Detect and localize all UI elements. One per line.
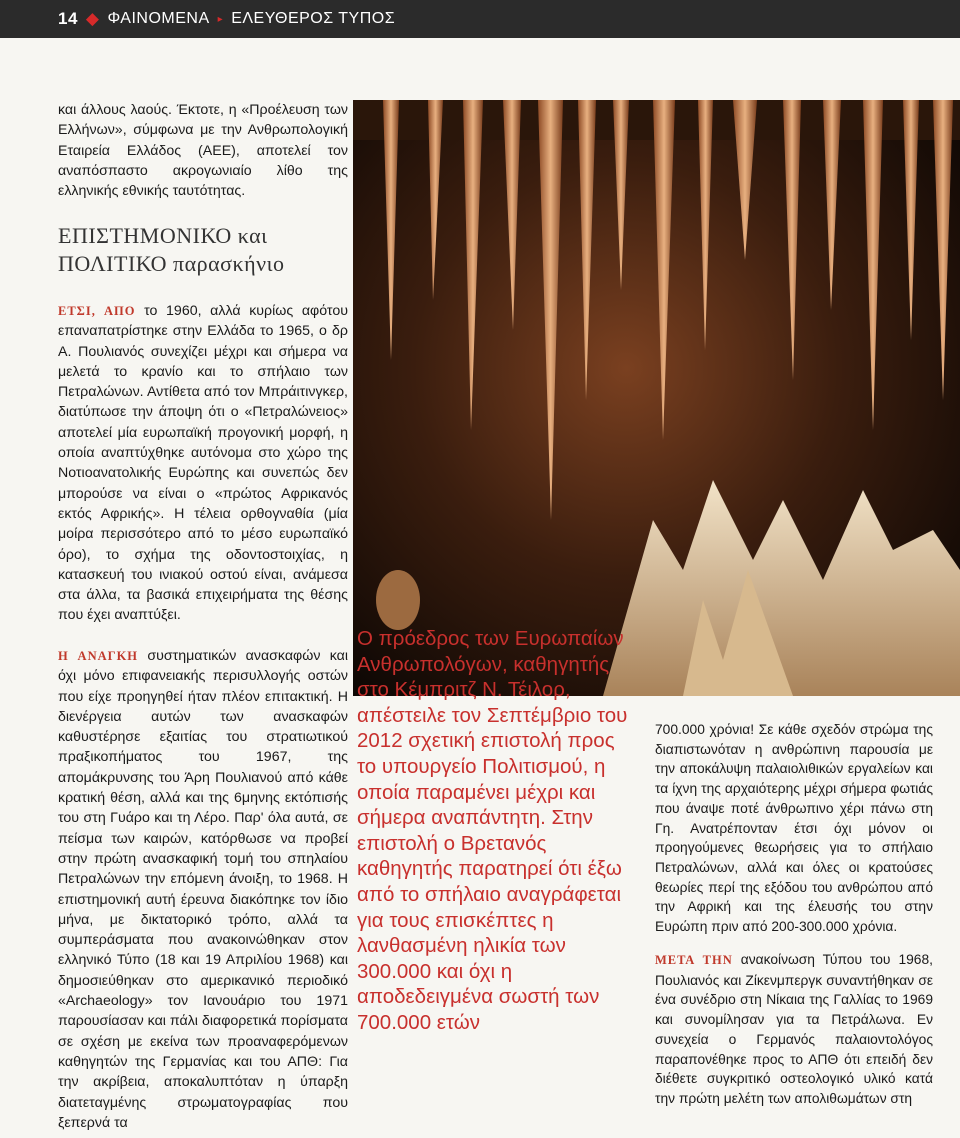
paragraph-text: 700.000 χρόνια! Σε κάθε σχεδόν στρώμα της διαπιστωνόταν η ανθρώπινη παρουσία με την αποκάλυψη παλαιολιθικών εργαλείων και τα ίχνη της αρχαιότερης μέχρι σήμερα φωτιάς που άναψε ποτέ άνθρωπινο χέρι πάνω στη Γη. Ανατρέπονταν έτσι όχι μόνον οι προηγούμενες θεωρήσεις για το σπήλαιο Πετραλώνων, αλλά και όλες οι κρατούσες θεωρίες περί της εξόδου του ανθρώπου από την Αφρική και της έλευσής του στην Ευρώπη πριν από 200-300.000 χρόνια. xyxy=(655,722,933,935)
publication-name: ΕΛΕΥΘΕΡΟΣ ΤΥΠΟΣ xyxy=(231,10,396,27)
page-number: 14 xyxy=(58,9,78,28)
subheading-line-2: ΠΟΛΙΤΙΚΟ παρασκήνιο xyxy=(58,251,285,276)
intro-paragraph xyxy=(58,100,348,201)
separator-icon: ▸ xyxy=(217,13,224,25)
paragraph-text: ανακοίνωση Τύπου του 1968, Πουλιανός και Ζίκενμπεργκ συναντήθηκαν σε ένα συνέδριο στη Νίκαια της Γαλλίας το 1969 και συνομίλησαν για τα Πετράλωνα. Εν συνεχεία ο Γερμανός παλαιοντολόγος παραπονέθηκε προς το ΑΠΘ ότι επειδή δεν διέθετε συγκριτικό οστεολογικό υλικό κατά την πρώτη μελέτη των απολιθωμάτων στη xyxy=(655,952,933,1106)
paragraph-text: συστηματικών ανασκαφών και όχι μόνο επιφανειακής περισυλλογής οστών που είχε προηγηθεί ήταν πλέον επιτακτική. Η διενέργεια αυτών των ανασκαφών καθυστέρησε εξαιτίας του στρατιωτικού πραξικοπήματος του 1967, της απομάκρυνσης του Άρη Πουλιανού από κάθε κρατική θέση, αλλά και της 6μηνης εκτόπισής του στη Γυάρο και τη Λέρο. Παρ' όλα αυτά, σε πείσμα των καιρών, κατόρθωσε να προβεί στην πρώτη ανασκαφική τομή του σπηλαίου Πετραλώνων την επόμενη άνοιξη, το 1968. Η επιστημονική αυτή έρευνα διακόπηκε τον ίδιο μήνα, με δικτατορικό τρόπο, αλλά τα συμπεράσματα που ανακοινώθηκαν στον ελληνικό Τύπο (18 και 19 Απριλίου 1968) και δημοσιεύθηκαν στο αμερικανικό περιοδικό «Archaeology» τον Ιανουάριο του 1971 παρουσίασαν και πάλι διαφορετικά πορίσματα σε σχέση με εκείνα των προαναφερόμενων καθηγητών της Γερμανίας και του ΑΠΘ: Για την ακρίβεια, αποκαλυπτόταν η ύπαρξη διατεταγμένης στρωματογραφίας που ξεπερνά τα xyxy=(58,648,349,1131)
body-paragraph-2 xyxy=(58,646,348,1133)
cave-photo xyxy=(353,100,960,696)
body-paragraph-1 xyxy=(58,301,348,626)
paragraph-lead: Η ΑΝΑΓΚΗ xyxy=(58,649,139,663)
paragraph-text: το 1960, αλλά κυρίως αφότου επαναπατρίστηκε στην Ελλάδα το 1965, ο δρ Α. Πουλιανός συνεχίζει μέχρι και σήμερα να μελετά το κρανίο και το σπήλαιο των Πετραλώνων. Αντίθετα από τον Μπράιτινγκερ, διατύπωσε την άποψη ότι ο «Πετραλώνειος» αποτελεί μία ευρωπαϊκή προγονική μορφή, η οποία αναπτύχθηκε αυτόνομα στο χώρο της Νοτιοανατολικής Ευρώπης και συνεπώς δεν μπορούσε να είναι ο «πρώτος Αφρικανός εκτός Αφρικής». Η τέλεια ορθογναθία (μία μοίρα περισσότερο από το μέσο ευρωπαϊκό όρο), το σχήμα της οδοντοστοιχίας, η κατασκευή του ινιακού οστού είναι, ανάμεσα στα άλλα, τα βασικά επιχειρήματα της θέσης που έχει αναπτύξει. xyxy=(58,303,348,624)
subheading-line-1: ΕΠΙΣΤΗΜΟΝΙΚΟ και xyxy=(58,223,268,248)
section-title: ΦΑΙΝΟΜΕΝΑ xyxy=(107,10,210,27)
paragraph-lead: ΜΕΤΑ ΤΗΝ xyxy=(655,953,733,967)
cave-stalactites-image xyxy=(353,100,960,696)
section-subheading xyxy=(58,222,348,278)
intro-text: και άλλους λαούς. Έκτοτε, η «Προέλευση των Ελλήνων», σύμφωνα με την Ανθρωπολογική Εταιρεία Ελλάδος (ΑΕΕ), αποτελεί τον αναπόσπαστο ακρογωνιαίο λίθο της ελληνικής εθνικής ταυτότητας. xyxy=(58,102,348,200)
separator-icon: ◆ xyxy=(85,9,100,28)
page-header xyxy=(0,0,960,38)
pull-quote: Ο πρόεδρος των Ευρωπαίων Ανθρωπολόγων, καθηγητής στο Κέμπριτζ Ν. Τέιλορ, απέστειλε τον Σεπτέμβριο του 2012 σχετική επιστολή προς το υπουργείο Πολιτισμού, η οποία παραμένει μέχρι και σήμερα αναπάντητη. Στην επιστολή ο Βρετανός καθηγητής παρατηρεί ότι έξω από το σπήλαιο αναγράφεται για τους επισκέπτες η λανθασμένη ηλικία των 300.000 και όχι η αποδεδειγμένα σωστή των 700.000 ετών xyxy=(357,627,628,1034)
paragraph-lead: ΕΤΣΙ, ΑΠΟ xyxy=(58,304,136,318)
right-paragraph-1 xyxy=(655,720,933,937)
right-paragraph-2 xyxy=(655,950,933,1109)
